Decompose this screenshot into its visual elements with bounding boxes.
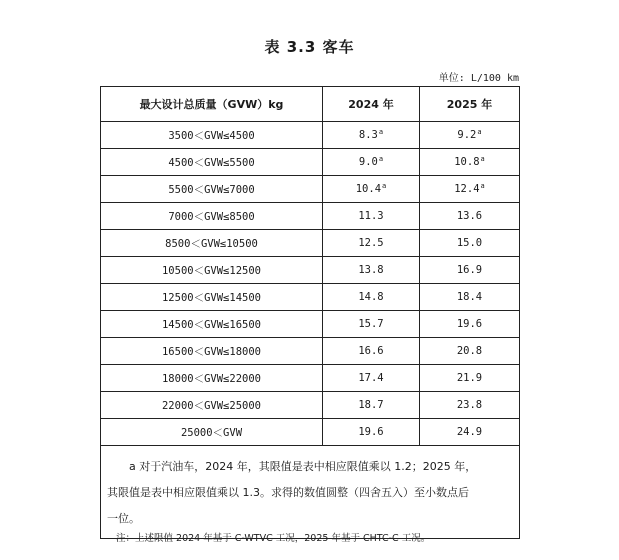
footnote-mark: a xyxy=(480,181,485,190)
table-body xyxy=(101,122,520,539)
note-line-3: 一位。 xyxy=(107,512,140,525)
note-line-2: 其限值是表中相应限值乘以 1.3。求得的数值圆整（四舍五入）至小数点后 xyxy=(107,486,469,499)
table-header-row xyxy=(101,87,520,122)
header-gvw: 最大设计总质量（GVW）kg xyxy=(101,87,323,122)
limit-value: 19.6 xyxy=(456,318,483,330)
gvw-range-cell: 4500＜GVW≤5500 xyxy=(101,149,323,176)
limit-2025-cell xyxy=(420,284,520,311)
gvw-range-cell: 22000＜GVW≤25000 xyxy=(101,392,323,419)
limit-2024-cell xyxy=(323,230,420,257)
table-row xyxy=(101,176,520,203)
limit-value: 11.3 xyxy=(358,210,384,222)
limit-value: 20.8 xyxy=(456,345,483,357)
limit-value: 9.2 xyxy=(457,129,477,141)
gvw-range-cell: 12500＜GVW≤14500 xyxy=(101,284,323,311)
gvw-range-cell: 8500＜GVW≤10500 xyxy=(101,230,323,257)
table-row xyxy=(101,365,520,392)
limit-2025-cell xyxy=(420,392,520,419)
table-row xyxy=(101,419,520,446)
limit-2025-cell xyxy=(420,338,520,365)
footnote: 注：上述限值 2024 年基于 C-WTVC 工况，2025 年基于 CHTC-C 工况。 xyxy=(116,533,431,544)
limit-value: 23.8 xyxy=(456,399,483,411)
limit-2025-cell xyxy=(420,122,520,149)
limit-2025-cell xyxy=(420,257,520,284)
table-row xyxy=(101,149,520,176)
header-2024: 2024 年 xyxy=(323,87,420,122)
gasoline-note xyxy=(101,446,520,539)
note-line-1: a 对于汽油车，2024 年，其限值是表中相应限值乘以 1.2；2025 年， xyxy=(129,460,477,473)
limit-2024-cell xyxy=(323,419,420,446)
limit-value: 9.0 xyxy=(358,156,378,168)
limit-value: 15.0 xyxy=(456,237,483,249)
footnote-mark: a xyxy=(378,127,384,136)
limit-2024-cell xyxy=(323,257,420,284)
limit-2024-cell xyxy=(323,176,420,203)
limit-value: 13.8 xyxy=(358,264,384,276)
limit-2025-cell xyxy=(420,419,520,446)
gvw-range-cell: 25000＜GVW xyxy=(101,419,323,446)
limit-2024-cell xyxy=(323,122,420,149)
table-row xyxy=(101,284,520,311)
limit-2025-cell xyxy=(420,365,520,392)
table-row xyxy=(101,230,520,257)
footnote-mark: a xyxy=(480,154,485,163)
limit-value: 13.6 xyxy=(456,210,483,222)
limit-value: 21.9 xyxy=(456,372,483,384)
gvw-range-cell: 10500＜GVW≤12500 xyxy=(101,257,323,284)
limit-value: 18.7 xyxy=(358,399,384,411)
limit-2025-cell xyxy=(420,149,520,176)
limit-value: 12.4 xyxy=(454,183,480,195)
footnote-mark: a xyxy=(382,181,387,190)
table-row xyxy=(101,311,520,338)
note-row xyxy=(101,446,520,539)
limit-2025-cell xyxy=(420,176,520,203)
gvw-range-cell: 16500＜GVW≤18000 xyxy=(101,338,323,365)
limit-2025-cell xyxy=(420,311,520,338)
gvw-range-cell: 3500＜GVW≤4500 xyxy=(101,122,323,149)
gvw-range-cell: 5500＜GVW≤7000 xyxy=(101,176,323,203)
limit-value: 18.4 xyxy=(456,291,483,303)
header-2025: 2025 年 xyxy=(420,87,520,122)
table-row xyxy=(101,257,520,284)
gvw-range-cell: 14500＜GVW≤16500 xyxy=(101,311,323,338)
fuel-limit-table xyxy=(100,86,520,539)
table-row xyxy=(101,392,520,419)
limit-2024-cell xyxy=(323,149,420,176)
limit-value: 8.3 xyxy=(358,129,378,141)
limit-value: 12.5 xyxy=(358,237,384,249)
table-row xyxy=(101,122,520,149)
limit-2025-cell xyxy=(420,230,520,257)
table-row xyxy=(101,338,520,365)
limit-2024-cell xyxy=(323,284,420,311)
limit-value: 14.8 xyxy=(358,291,384,303)
limit-2024-cell xyxy=(323,338,420,365)
unit-label: 单位: L/100 km xyxy=(438,73,519,84)
limit-2024-cell xyxy=(323,365,420,392)
limit-value: 16.9 xyxy=(456,264,483,276)
limit-2024-cell xyxy=(323,311,420,338)
footnote-mark: a xyxy=(378,154,384,163)
limit-value: 19.6 xyxy=(358,426,384,438)
limit-value: 10.4 xyxy=(355,183,382,195)
limit-2024-cell xyxy=(323,392,420,419)
limit-2024-cell xyxy=(323,203,420,230)
table-row xyxy=(101,203,520,230)
gvw-range-cell: 18000＜GVW≤22000 xyxy=(101,365,323,392)
limit-value: 16.6 xyxy=(358,345,384,357)
limit-value: 10.8 xyxy=(454,156,480,168)
footnote-mark: a xyxy=(477,127,482,136)
limit-value: 24.9 xyxy=(456,426,483,438)
limit-2025-cell xyxy=(420,203,520,230)
limit-value: 15.7 xyxy=(358,318,384,330)
gvw-range-cell: 7000＜GVW≤8500 xyxy=(101,203,323,230)
limit-value: 17.4 xyxy=(358,372,384,384)
table-title: 表 3.3 客车 xyxy=(264,38,355,56)
